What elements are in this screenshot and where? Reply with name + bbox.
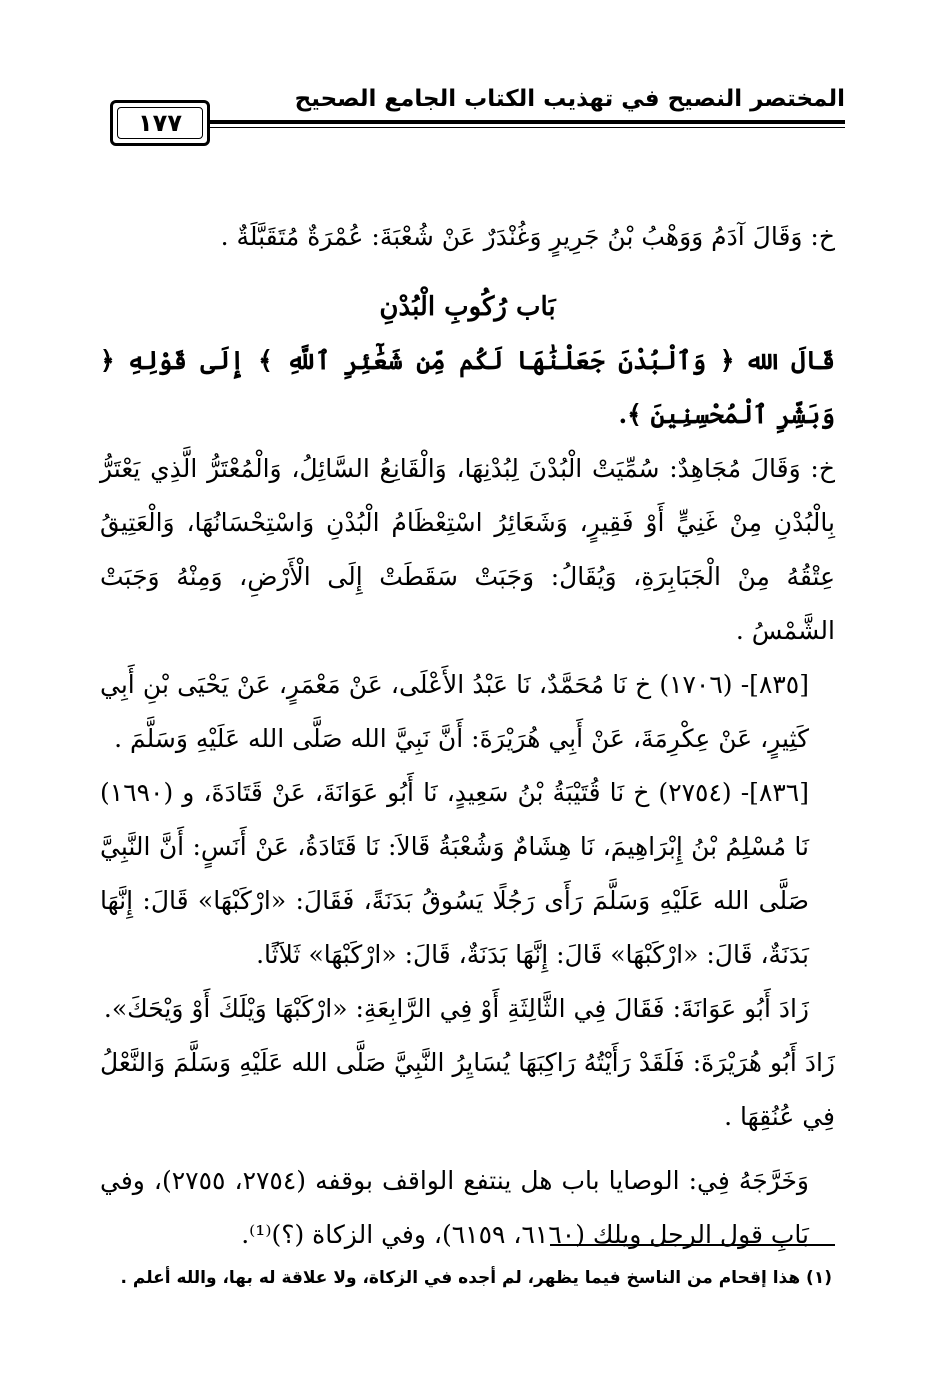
header-rule-thin — [210, 127, 845, 128]
hadith-836: [٨٣٦]- (٢٧٥٤) خ نَا قُتَيْبَةُ بْنُ سَعِيدٍ، نَا أَبُو عَوَانَةَ، عَنْ قَتَادَةَ، و (١٦٩٠) نَا مُسْلِمُ بْنُ إِبْرَاهِيمَ، نَا هِشَامٌ وَشُعْبَةُ قَالاَ: نَا قَتَادَةُ، عَنْ أَنَسٍ: أَنَّ النَّبِيَّ صَلَّى الله عَلَيْهِ وَسَلَّمَ رَأَى رَجُلًا يَسُوقُ بَدَنَةً، فَقَالَ: «ارْكَبْهَا» قَالَ: إِنَّهَا بَدَنَةٌ، قَالَ: «ارْكَبْهَا» قَالَ: إِنَّهَا بَدَنَةٌ، قَالَ: «ارْكَبْهَا» ثَلاَثًا. — [100, 778, 809, 969]
page-number-frame — [110, 100, 210, 146]
quran-verse-paragraph: قَالَ الله ﴿ وَٱلْبُدْنَ جَعَلْنَٰهَا لَكُم مِّن شَعَٰٓئِرِ ٱللَّهِ ﴾ إِلَى قَوْلِهِ ﴿ وَبَشِّرِ ٱلْمُحْسِنِينَ ﴾. — [100, 346, 835, 429]
paragraph-takhrij: وَخَرَّجَهُ فِي: الوصايا باب هل ينتفع الواقف بوقفه (٢٧٥٤، ٢٧٥٥)، وفي بَابِ قول الرجل ويلك (٦١٦٠، ٦١٥٩)، وفي الزكاة (؟)⁽¹⁾. — [100, 1166, 809, 1249]
footnote: (١) هذا إقحام من الناسخ فيما يظهر، لم أجده في الزكاة، ولا علاقة له بها، والله أعلم . — [120, 1268, 832, 1288]
chapter-title: بَاب رُكُوبِ الْبُدْنِ — [379, 292, 556, 322]
page-number: ١٧٧ — [138, 109, 182, 137]
hadith-835: [٨٣٥]- (١٧٠٦) خ نَا مُحَمَّدٌ، نَا عَبْدُ الأَعْلَى، عَنْ مَعْمَرٍ، عَنْ يَحْيَى بْنِ أَبِي كَثِيرٍ، عَنْ عِكْرِمَةَ، عَنْ أَبِي هُرَيْرَةَ: أَنَّ نَبِيَّ الله صَلَّى الله عَلَيْهِ وَسَلَّمَ . — [100, 670, 809, 753]
running-title: المختصر النصيح في تهذيب الكتاب الجامع الصحيح — [294, 86, 845, 112]
main-text — [100, 210, 835, 1262]
paragraph-zad-abu-hurayra: زَادَ أَبُو هُرَيْرَةَ: فَلَقَدْ رَأَيْتُهُ رَاكِبَهَا يُسَايِرُ النَّبِيَّ صَلَّى الله عَلَيْهِ وَسَلَّمَ وَالنَّعْلُ فِي عُنُقِهَا . — [100, 1048, 835, 1131]
footnote-separator — [550, 1244, 835, 1246]
page-header — [100, 78, 845, 148]
paragraph-mujahid: خ: وَقَالَ مُجَاهِدٌ: سُمِّيَتْ الْبُدْنَ لِبُدْنِهَا، وَالْقَانِعُ السَّائِلُ، وَالْمُعْتَرُّ الَّذِي يَعْتَرُّ بِالْبُدْنِ مِنْ غَنِيٍّ أَوْ فَقِيرٍ، وَشَعَائِرُ اسْتِعْظَامُ الْبُدْنِ وَاسْتِحْسَانُهَا، وَالْعَتِيقُ عِتْقُهُ مِنْ الْجَبَابِرَةِ، وَيُقَالُ: وَجَبَتْ سَقَطَتْ إِلَى الْأَرْضِ، وَمِنْهُ وَجَبَتْ الشَّمْسُ . — [100, 454, 835, 645]
paragraph-zad-abu-awana: زَادَ أَبُو عَوَانَةَ: فَقَالَ فِي الثَّالِثَةِ أَوْ فِي الرَّابِعَةِ: «ارْكَبْهَا وَيْلَكَ أَوْ وَيْحَكَ». — [103, 994, 809, 1023]
header-rule — [210, 120, 845, 124]
paragraph-kh-adam: خ: وَقَالَ آدَمُ وَوَهْبُ بْنُ جَرِيرٍ وَغُنْدَرٌ عَنْ شُعْبَةَ: عُمْرَةٌ مُتَقَبَّلَةٌ . — [220, 222, 835, 251]
